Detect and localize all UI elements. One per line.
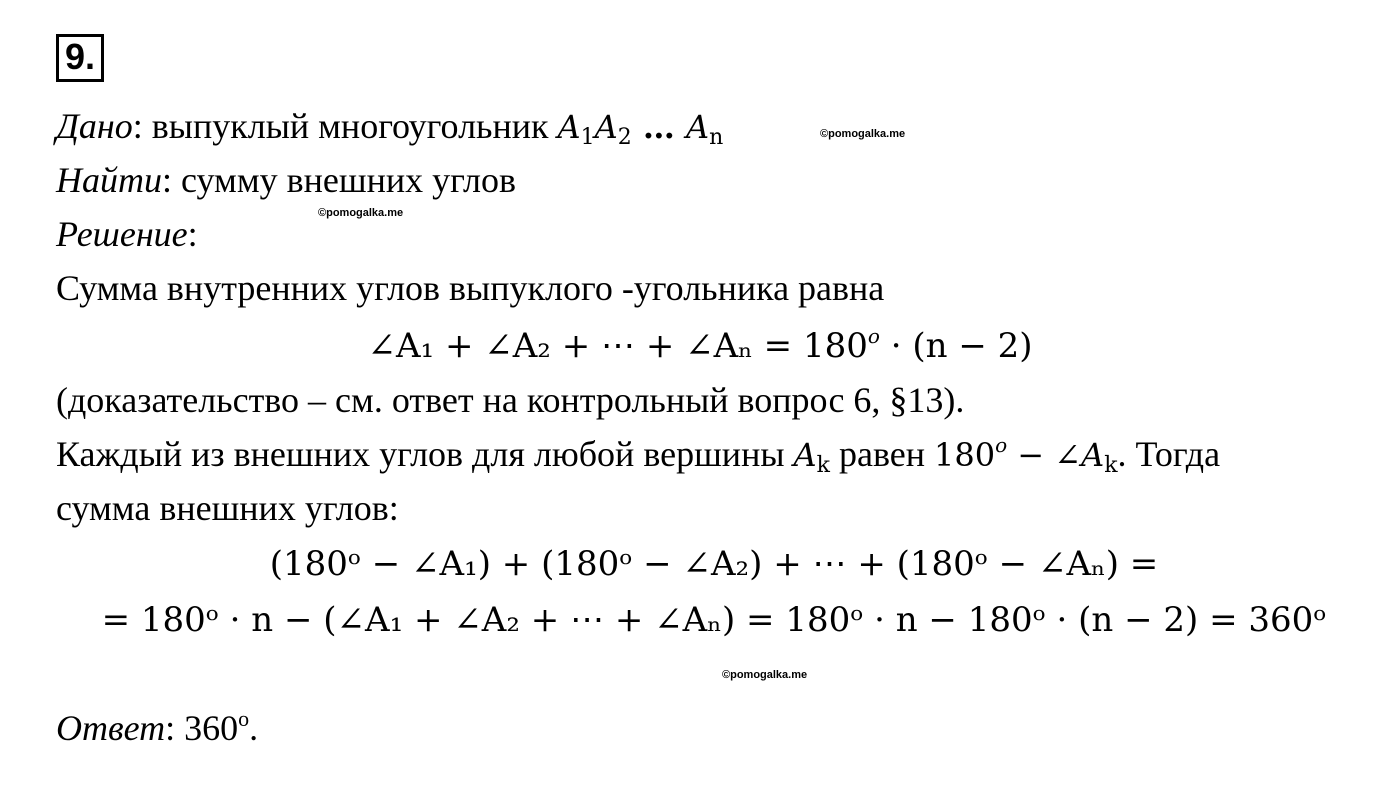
formula-exterior-1: (180ᵒ − ∠A₁) + (180ᵒ − ∠A₂) + ⋯ + (180ᵒ − ∠Aₙ) = — [269, 544, 1159, 584]
each-angle-line — [56, 432, 1220, 477]
formula-interior-rhs: · (n − 2) — [879, 326, 1033, 366]
find-colon: : — [162, 160, 173, 200]
vertex-a2-index: 2 — [617, 125, 632, 150]
given-colon: : — [132, 106, 143, 146]
watermark-1: ©pomogalka.me — [820, 128, 906, 140]
find-text: сумму внешних углов — [172, 160, 517, 200]
find-label: Найти — [56, 160, 162, 200]
vertex-ak: A — [793, 436, 817, 474]
vertex-ak-2-index: k — [1104, 453, 1118, 478]
given-polygon — [557, 108, 724, 150]
each-angle-text-1: Каждый из внешних углов для любой вершины — [56, 434, 794, 474]
formula-interior — [0, 324, 1400, 368]
given-label: Дано — [56, 106, 133, 146]
answer-label: Ответ — [56, 708, 166, 748]
given-text: выпуклый многоугольник — [142, 106, 558, 146]
each-angle-text-3: . Тогда — [1117, 434, 1221, 474]
problem-number: 9. — [56, 34, 104, 82]
answer-value: 360 — [175, 708, 239, 748]
answer-period: . — [249, 708, 259, 748]
formula-interior-degree: o — [867, 324, 880, 348]
each-angle-degree: o — [995, 433, 1008, 457]
solution-line — [56, 212, 198, 256]
vertex-a1: A — [557, 108, 581, 146]
solution-label: Решение — [56, 214, 188, 254]
vertex-an-index: n — [709, 125, 724, 150]
proof-reference-line: (доказательство – см. ответ на контрольный вопрос 6, §13). — [56, 380, 965, 420]
formula-interior-lhs: ∠A₁ + ∠A₂ + ⋯ + ∠Aₙ = 180 — [367, 326, 868, 366]
interior-sum-line: Сумма внутренних углов выпуклого -угольника равна — [56, 268, 885, 308]
formula-exterior-2: = 180ᵒ · n − (∠A₁ + ∠A₂ + ⋯ + ∠Aₙ) = 180ᵒ · n − 180ᵒ · (n − 2) = 360ᵒ — [101, 600, 1327, 640]
find-line — [56, 158, 516, 202]
watermark-3: ©pomogalka.me — [722, 669, 808, 681]
answer-degree: o — [238, 706, 250, 731]
answer-colon: : — [165, 708, 176, 748]
answer-line — [56, 706, 258, 750]
ellipsis: … — [631, 108, 686, 146]
solution-colon: : — [187, 214, 198, 254]
vertex-a2: A — [594, 108, 618, 146]
each-angle-180: 180 — [934, 436, 996, 474]
exterior-sum-line: сумма внешних углов: — [56, 488, 399, 528]
vertex-an: A — [685, 108, 710, 146]
each-angle-text-2: равен — [829, 434, 934, 474]
each-angle-minus: − ∠ — [1007, 436, 1082, 474]
watermark-2: ©pomogalka.me — [318, 207, 404, 219]
vertex-ak-index: k — [816, 453, 830, 478]
given-line — [56, 104, 723, 149]
vertex-a1-index: 1 — [580, 125, 595, 150]
vertex-ak-2: A — [1081, 436, 1105, 474]
